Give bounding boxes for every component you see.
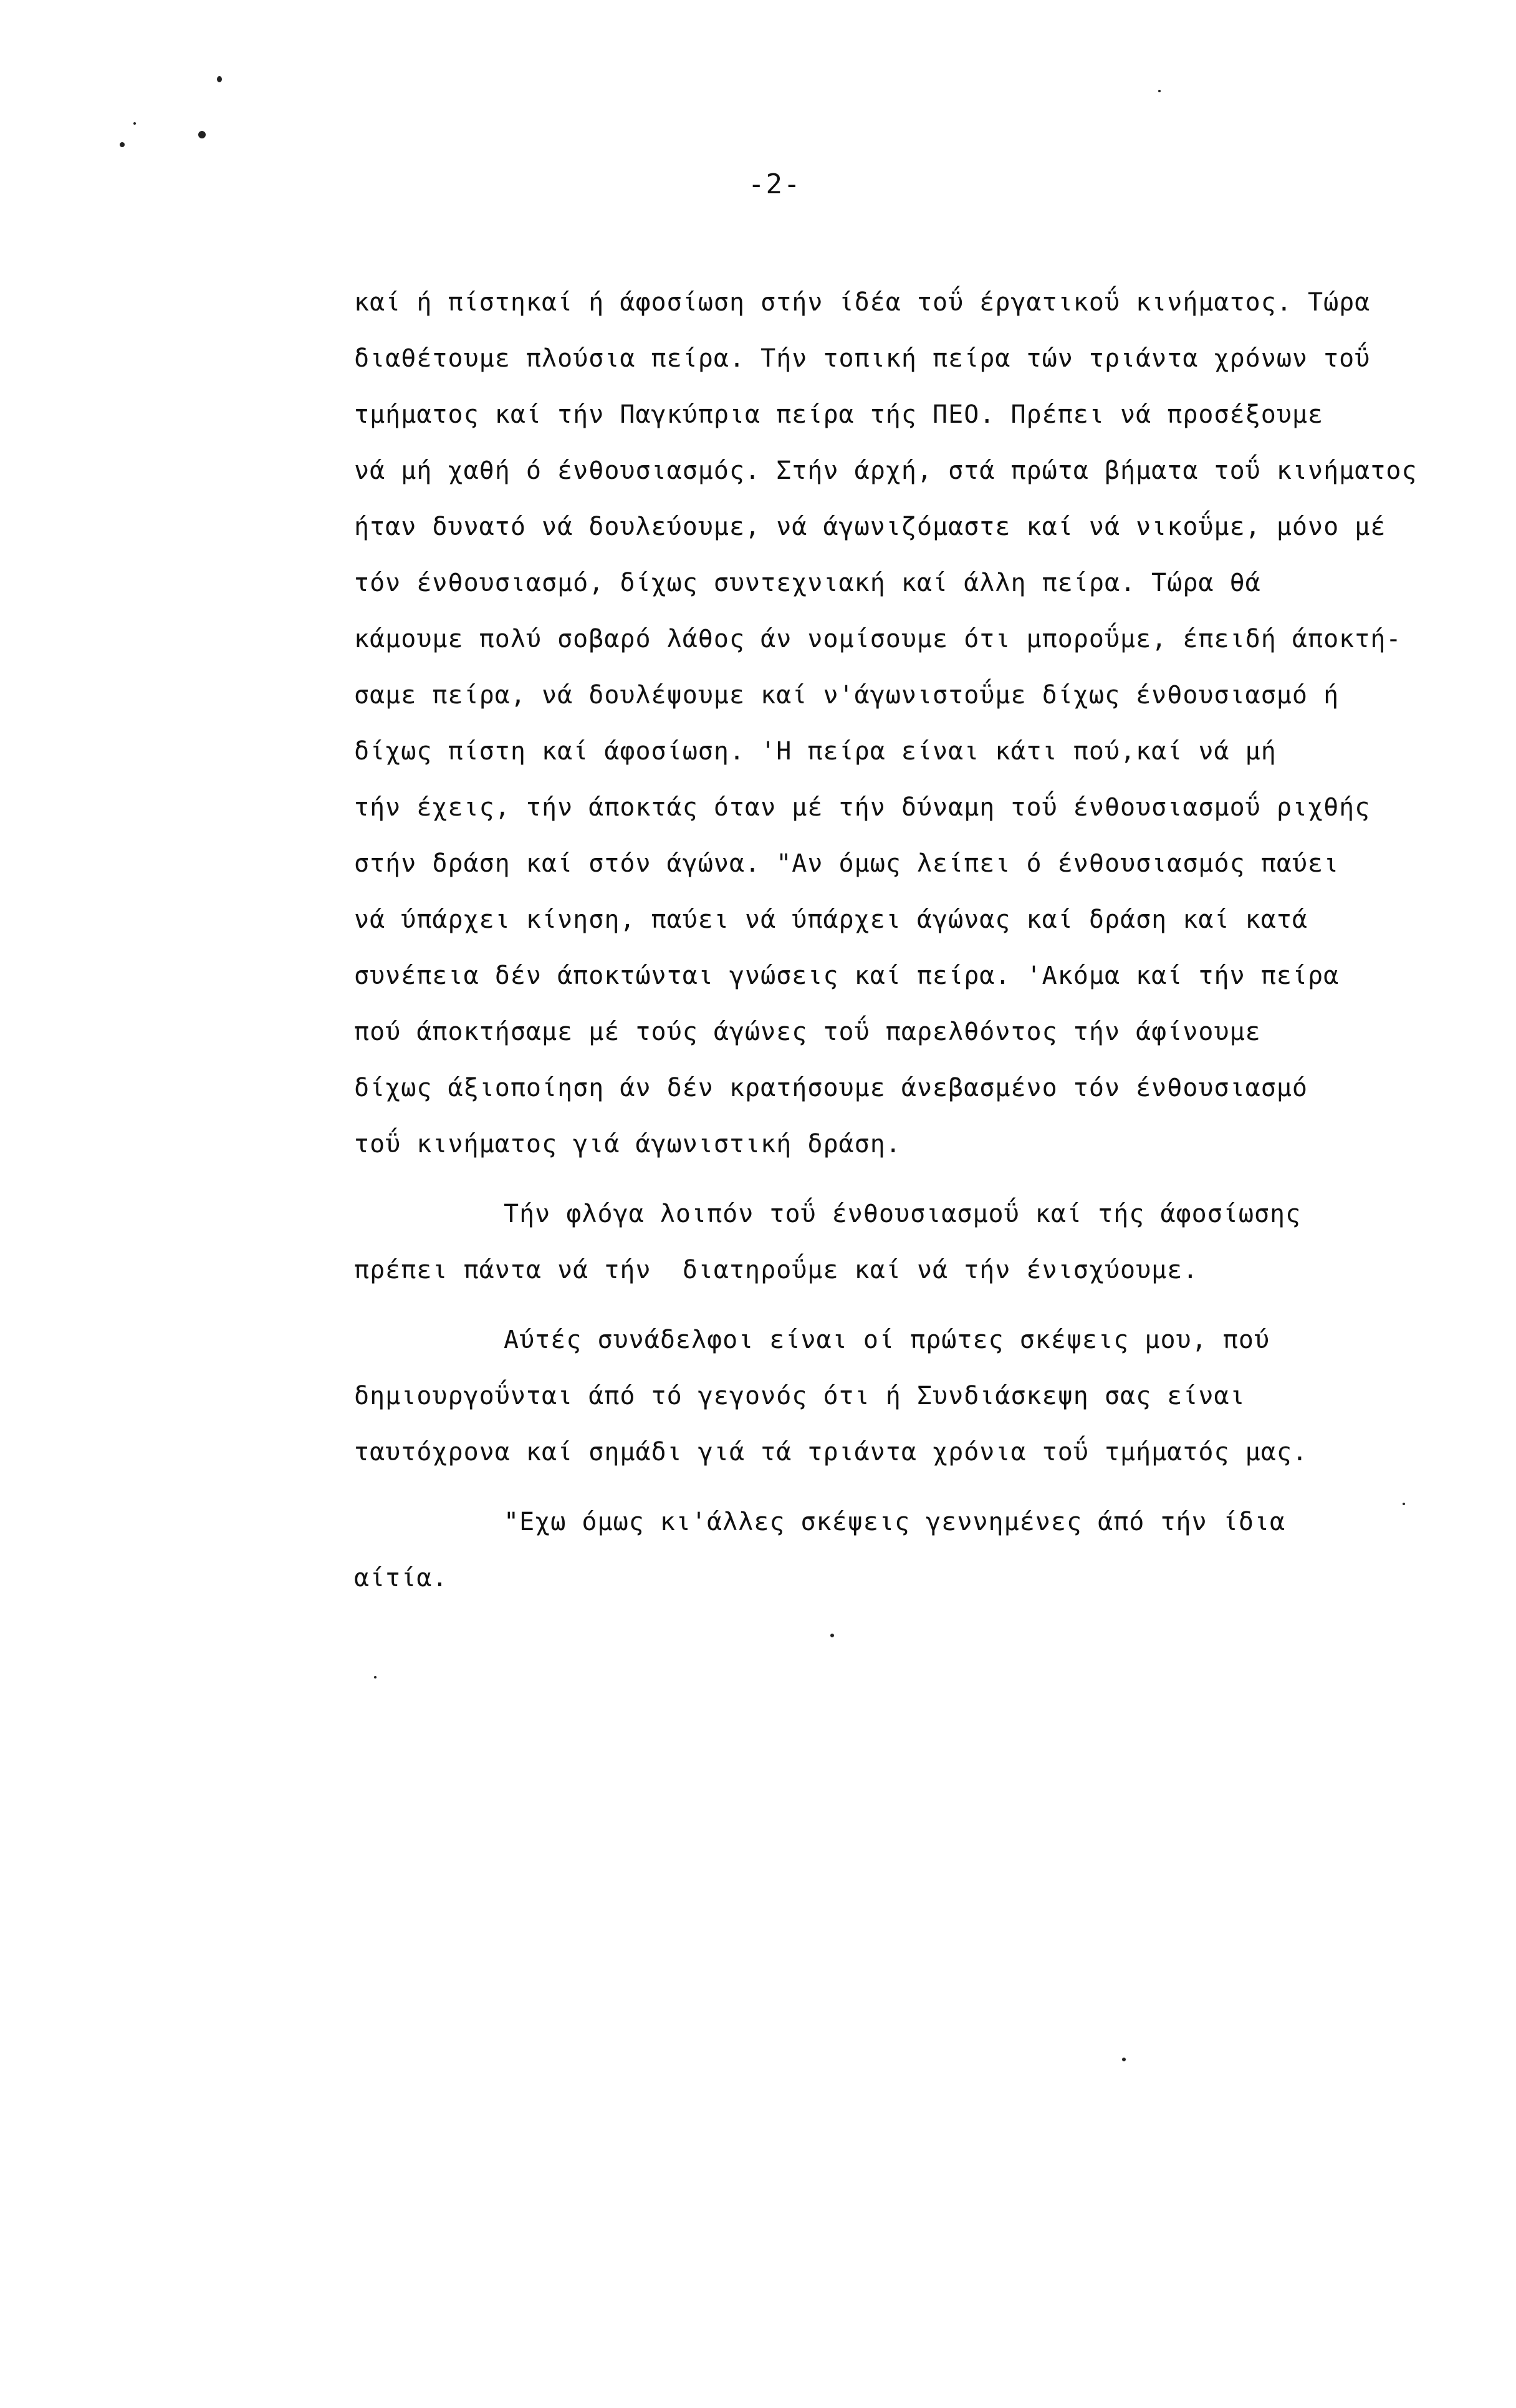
scan-speck <box>374 1676 377 1678</box>
text-line: δημιουργοΰνται άπό τό γεγονός ότι ή Συνδιάσκεψη σας είναι <box>354 1382 1245 1410</box>
text-line: πού άποκτήσαμε μέ τούς άγώνες τοΰ παρελθόντος τήν άφίνουμε <box>354 1018 1261 1046</box>
scan-speck <box>830 1634 834 1637</box>
text-line: ταυτόχρονα καί σημάδι γιά τά τριάντα χρόνια τοΰ τμήματός μας. <box>354 1438 1308 1466</box>
text-line: δίχως άξιοποίηση άν δέν κρατήσουμε άνεβασμένο τόν ένθουσιασμό <box>354 1074 1308 1102</box>
text-line: πρέπει πάντα νά τήν διατηροΰμε καί νά τήν ένισχύουμε. <box>354 1256 1199 1284</box>
text-line: σαμε πείρα, νά δουλέψουμε καί ν'άγωνιστοΰμε δίχως ένθουσιασμό ή <box>354 681 1340 710</box>
text-line: κάμουμε πολύ σοβαρό λάθος άν νομίσουμε ότι μποροΰμε, έπειδή άποκτή- <box>354 625 1402 653</box>
text-line: συνέπεια δέν άποκτώνται γνώσεις καί πείρα. 'Ακόμα καί τήν πείρα <box>354 961 1340 990</box>
text-line: τοΰ κινήματος γιά άγωνιστική δράση. <box>354 1130 901 1158</box>
paragraph <box>354 274 1426 1172</box>
text-line: καί ή πίστηκαί ή άφοσίωση στήν ίδέα τοΰ έργατικοΰ κινήματος. Τώρα <box>354 288 1371 317</box>
text-line: Αύτές συνάδελφοι είναι οί πρώτες σκέψεις μου, πού <box>504 1326 1270 1354</box>
paragraph <box>354 1312 1426 1480</box>
text-line: Τήν φλόγα λοιπόν τοΰ ένθουσιασμοΰ καί τής άφοσίωσης <box>504 1200 1302 1228</box>
scan-speck <box>217 76 222 82</box>
text-line: "Εχω όμως κι'άλλες σκέψεις γεννημένες άπό τήν ίδια <box>504 1508 1286 1536</box>
scan-speck <box>1122 2058 1126 2061</box>
paragraph <box>354 1494 1426 1606</box>
scan-speck <box>120 142 125 147</box>
document-body <box>354 274 1426 1606</box>
text-line: τήν έχεις, τήν άποκτάς όταν μέ τήν δύναμη τοΰ ένθουσιασμοΰ ριχθής <box>354 793 1371 822</box>
text-line: τμήματος καί τήν Παγκύπρια πείρα τής ΠΕΟ. Πρέπει νά προσέξουμε <box>354 400 1324 429</box>
page-number: -2- <box>748 168 802 200</box>
text-line: τόν ένθουσιασμό, δίχως συντεχνιακή καί άλλη πείρα. Τώρα θά <box>354 569 1261 597</box>
scan-speck <box>1403 1503 1405 1505</box>
scan-speck <box>198 131 206 138</box>
text-line: στήν δράση καί στόν άγώνα. "Αν όμως λείπει ό ένθουσιασμός παύει <box>354 849 1340 878</box>
text-line: ήταν δυνατό νά δουλεύουμε, νά άγωνιζόμαστε καί νά νικοΰμε, μόνο μέ <box>354 513 1386 541</box>
scan-speck <box>133 122 136 125</box>
paragraph <box>354 1186 1426 1298</box>
text-line: δίχως πίστη καί άφοσίωση. 'Η πείρα είναι κάτι πού,καί νά μή <box>354 737 1277 766</box>
text-line: αίτία. <box>354 1564 448 1592</box>
text-line: διαθέτουμε πλούσια πείρα. Τήν τοπική πείρα τών τριάντα χρόνων τοΰ <box>354 344 1371 373</box>
text-line: νά ύπάρχει κίνηση, παύει νά ύπάρχει άγώνας καί δράση καί κατά <box>354 905 1308 934</box>
scan-speck <box>1158 90 1161 92</box>
text-line: νά μή χαθή ό ένθουσιασμός. Στήν άρχή, στά πρώτα βήματα τοΰ κινήματος <box>354 456 1418 485</box>
